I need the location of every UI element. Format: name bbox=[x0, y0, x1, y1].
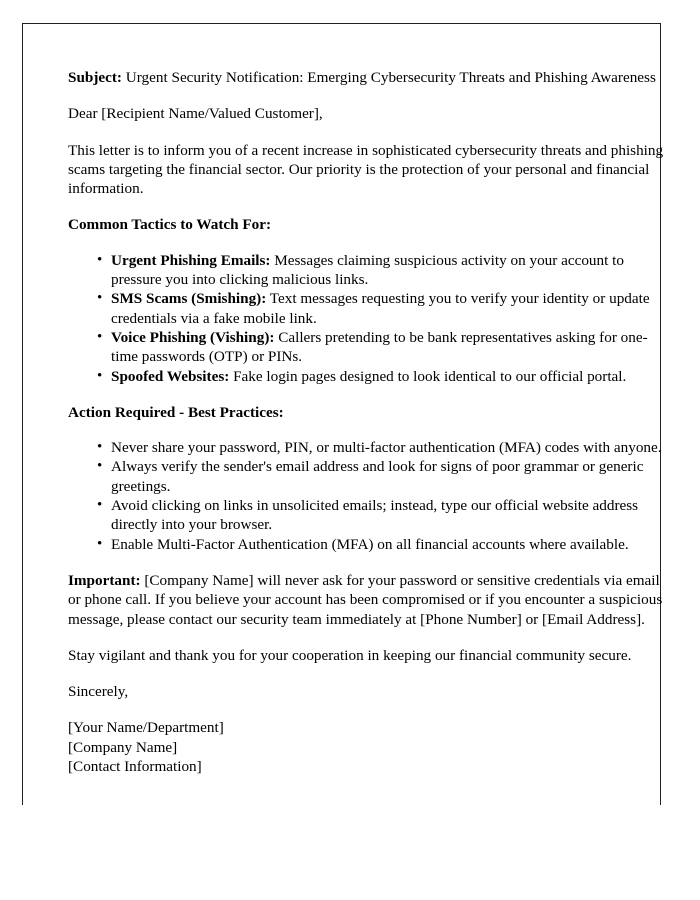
list-item: • Never share your password, PIN, or multi-factor authentication (MFA) codes with anyone. bbox=[111, 438, 668, 457]
document-page-frame bbox=[22, 23, 664, 805]
subject-label: Subject: bbox=[68, 69, 122, 86]
important-text: [Company Name] will never ask for your password or sensitive credentials via email or phone call. If you believe your account has been compromised or if you encounter a suspicious message, please contact our security team immediately at [Phone Number] or [Email Address]. bbox=[68, 571, 663, 628]
signature-line: [Contact Information] bbox=[68, 758, 202, 776]
list-item: • Enable Multi-Factor Authentication (MFA) on all financial accounts where available. bbox=[111, 535, 668, 554]
letter-body bbox=[68, 68, 668, 776]
action-heading: Action Required - Best Practices: bbox=[68, 403, 284, 421]
list-item: • Always verify the sender's email address and look for signs of poor grammar or generic greetings. bbox=[111, 457, 668, 496]
tactics-list bbox=[68, 251, 668, 386]
closing-paragraph: Stay vigilant and thank you for your cooperation in keeping our financial community secure. bbox=[68, 646, 632, 664]
list-item bbox=[111, 328, 668, 367]
tactic-text: Callers pretending to be bank representatives asking for one-time passwords (OTP) or PINs. bbox=[111, 328, 648, 366]
tactic-lead: SMS Scams (Smishing): bbox=[111, 290, 267, 308]
signature-block bbox=[68, 718, 668, 776]
list-item: • Avoid clicking on links in unsolicited emails; instead, type our official website address directly into your browser. bbox=[111, 496, 668, 535]
tactic-lead: Spoofed Websites: bbox=[111, 367, 230, 385]
important-paragraph bbox=[68, 571, 668, 629]
tactic-text: Text messages requesting you to verify your identity or update credentials via a fake mobile link. bbox=[111, 290, 650, 327]
practices-list bbox=[68, 438, 668, 554]
subject-text: Urgent Security Notification: Emerging Cybersecurity Threats and Phishing Awareness bbox=[122, 69, 656, 86]
list-item bbox=[111, 289, 668, 328]
tactic-text: Fake login pages designed to look identical to our official portal. bbox=[229, 367, 627, 385]
intro-paragraph: This letter is to inform you of a recent increase in sophisticated cybersecurity threats and phishing scams targeting the financial sector. Our priority is the protection of your personal and financial information. bbox=[68, 141, 664, 198]
salutation: Dear [Recipient Name/Valued Customer], bbox=[68, 105, 323, 123]
list-item bbox=[111, 367, 668, 386]
signature-line: [Company Name] bbox=[68, 738, 178, 756]
tactics-heading: Common Tactics to Watch For: bbox=[68, 216, 272, 234]
important-label: Important: bbox=[68, 571, 141, 589]
tactic-lead: Voice Phishing (Vishing): bbox=[111, 328, 275, 346]
signature-line: [Your Name/Department] bbox=[68, 719, 224, 737]
list-item bbox=[111, 251, 668, 290]
subject-line bbox=[68, 68, 668, 87]
tactic-text: Messages claiming suspicious activity on your account to pressure you into clicking malicious links. bbox=[111, 251, 624, 289]
signoff: Sincerely, bbox=[68, 683, 129, 701]
tactic-lead: Urgent Phishing Emails: bbox=[111, 251, 271, 269]
